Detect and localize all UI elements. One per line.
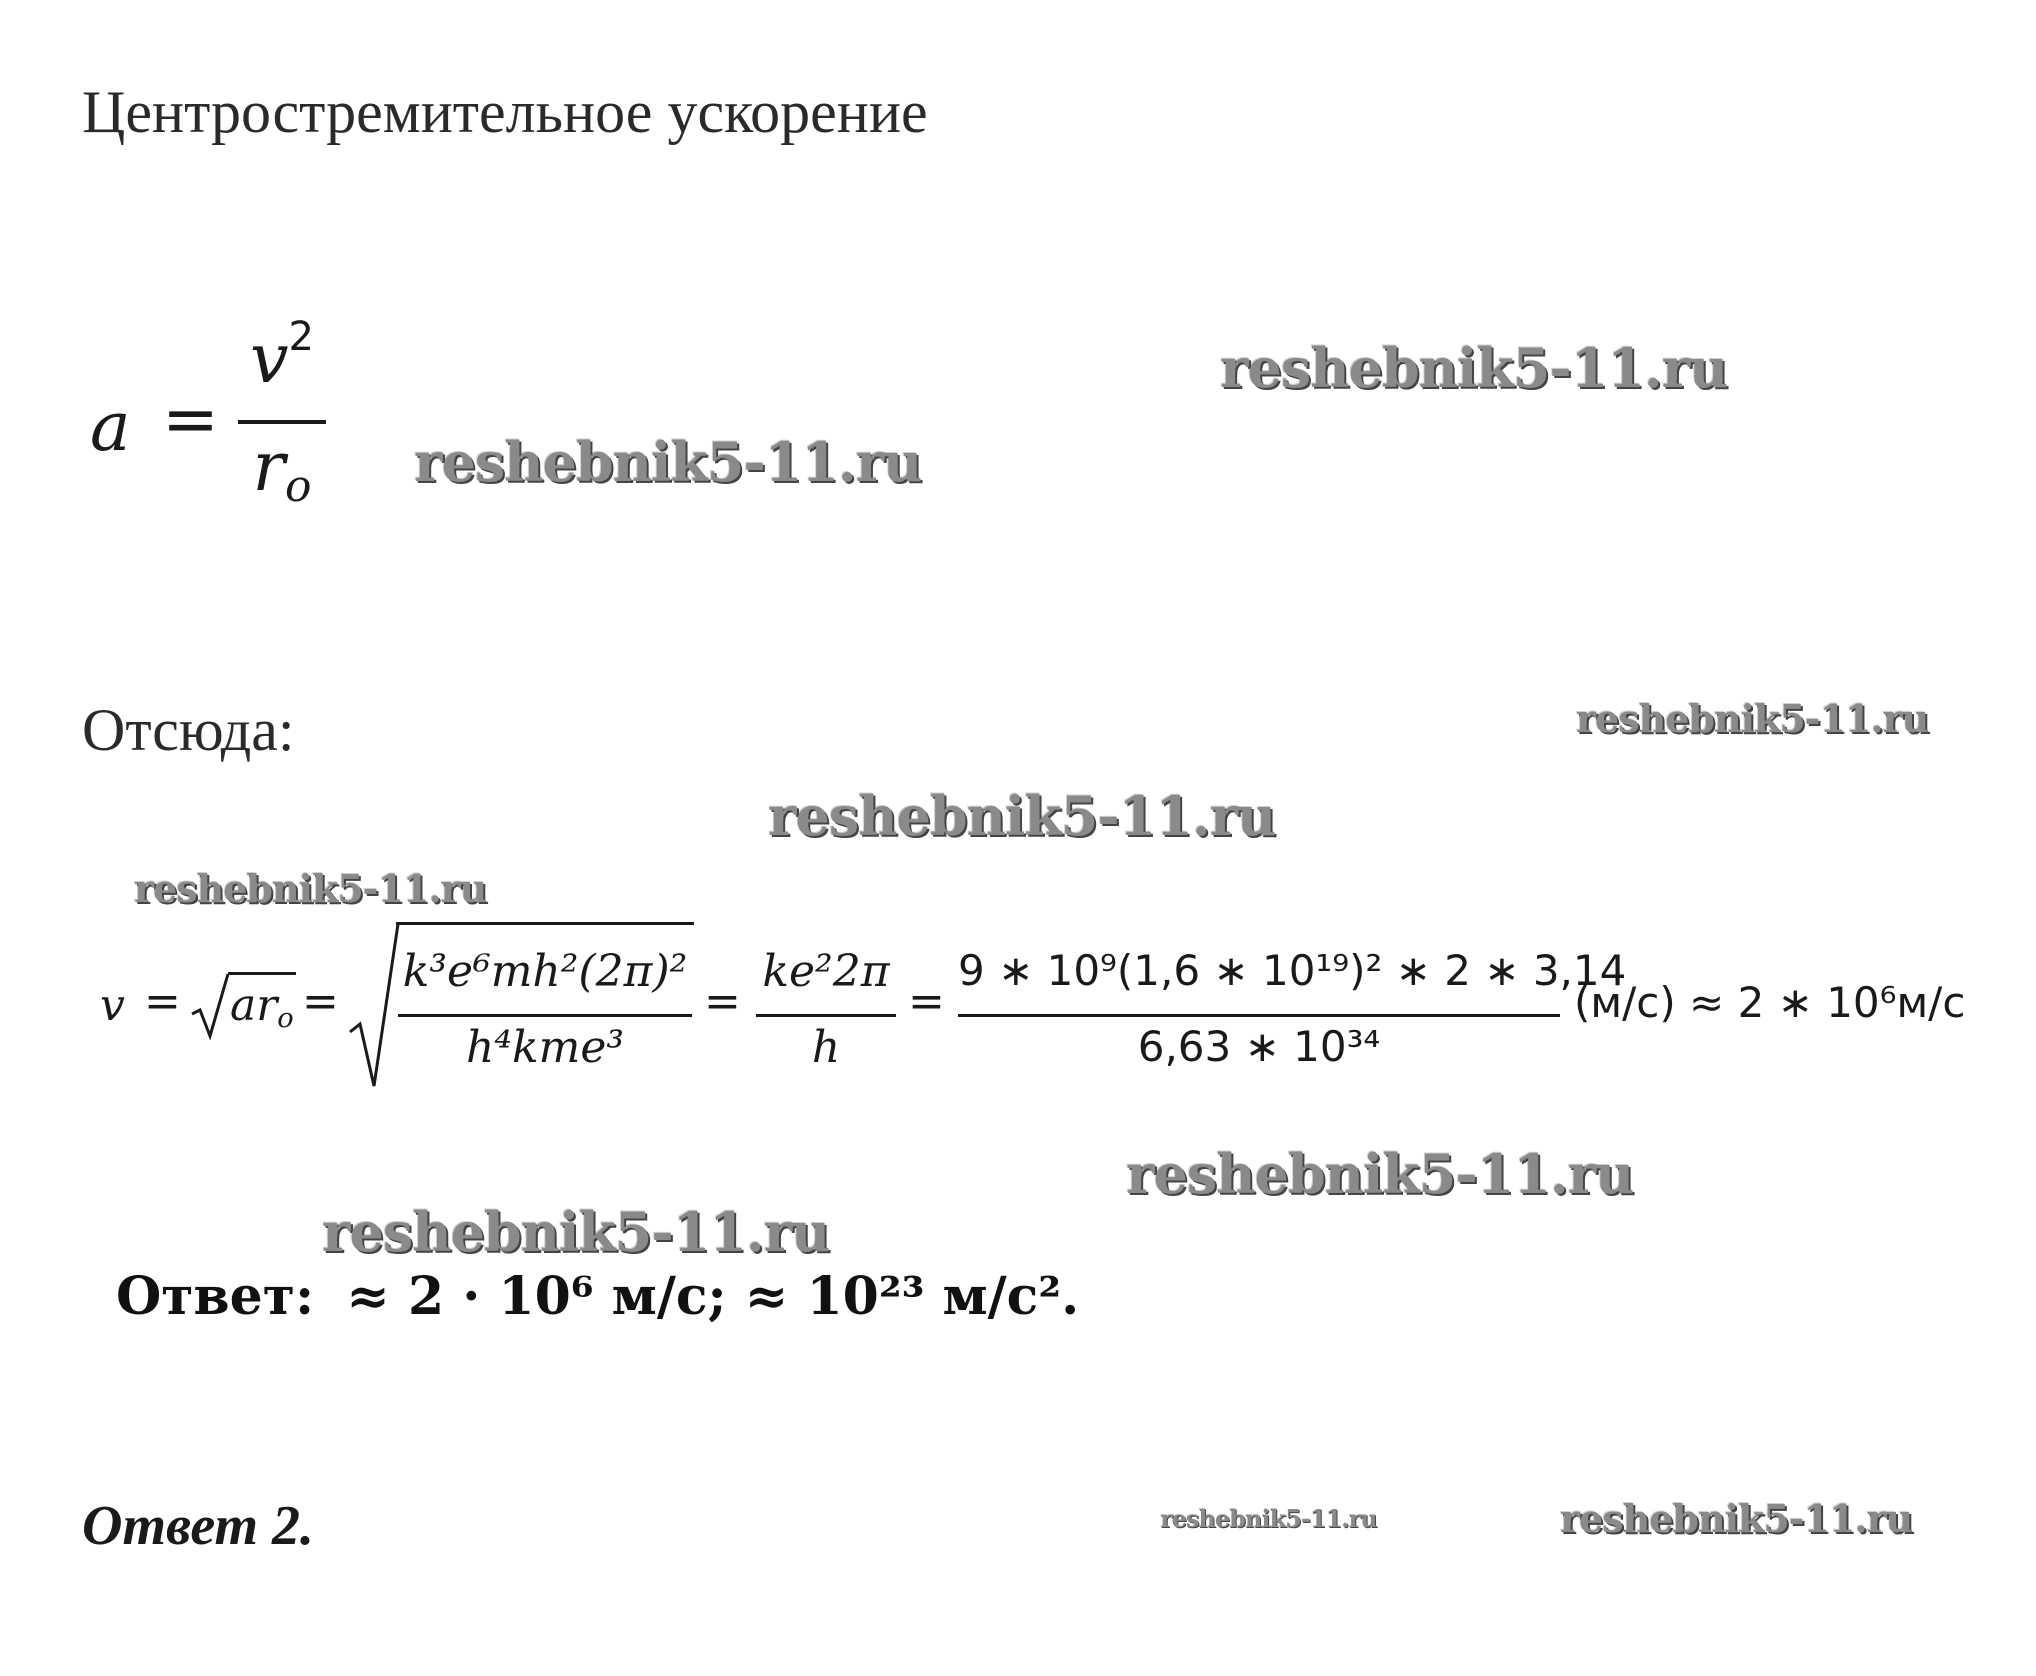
formula-a-lhs: a (90, 388, 131, 467)
final-answer: Ответ 2. (82, 1495, 315, 1557)
sqrt-arg-sub: o (277, 1002, 294, 1034)
formula-a-num-exp: 2 (288, 314, 314, 360)
answer-line (116, 1266, 1079, 1327)
watermark-7: reshebnik5-11.ru (322, 1200, 830, 1264)
formula-v-mid-num: ke²2π (762, 946, 890, 997)
heading-centripetal: Центростремительное ускорение (82, 79, 928, 145)
sqrt-arg-a: a (230, 980, 257, 1031)
sqrt-symbol-large (348, 920, 400, 1090)
watermark-1: reshebnik5-11.ru (1220, 336, 1728, 400)
formula-velocity (100, 920, 1990, 1100)
formula-a-eq: = (162, 380, 219, 459)
watermark-4: reshebnik5-11.ru (768, 784, 1276, 848)
formula-v-calc-num: 9 ∗ 10⁹(1,6 ∗ 10¹⁹)² ∗ 2 ∗ 3,14 (958, 946, 1627, 995)
formula-v-sqrt-arg (230, 980, 294, 1034)
formula-v-lhs: v (100, 980, 125, 1031)
formula-v-eq4: = (908, 976, 945, 1027)
formula-acceleration (90, 300, 350, 540)
watermark-8: reshebnik5-11.ru (1160, 1504, 1377, 1533)
watermark-9: reshebnik5-11.ru (1560, 1496, 1913, 1541)
formula-v-big-num: k³e⁶mh²(2π)² (402, 946, 688, 997)
sqrt-symbol-small (190, 970, 230, 1040)
sqrt-arg-r: r (256, 980, 278, 1031)
watermark-5: reshebnik5-11.ru (134, 866, 487, 911)
formula-v-eq1: = (144, 976, 181, 1027)
formula-v-eq2: = (302, 976, 339, 1027)
formula-a-num: v (250, 320, 289, 399)
formula-v-tail: (м/с) ≈ 2 ∗ 10⁶м/с (1574, 978, 1966, 1027)
formula-v-calc-den: 6,63 ∗ 10³⁴ (1137, 1022, 1381, 1071)
formula-v-big-den: h⁴kme³ (465, 1022, 625, 1073)
watermark-3: reshebnik5-11.ru (1576, 696, 1929, 741)
answer-text: ≈ 2 · 10⁶ м/с; ≈ 10²³ м/с². (346, 1266, 1080, 1327)
formula-v-mid-den: h (811, 1022, 841, 1073)
heading-hence: Отсюда: (82, 697, 295, 763)
watermark-2: reshebnik5-11.ru (414, 430, 922, 494)
watermark-6: reshebnik5-11.ru (1126, 1142, 1634, 1206)
formula-a-den-sub: o (285, 461, 312, 512)
answer-label: Ответ: (116, 1266, 315, 1327)
formula-v-eq3: = (704, 976, 741, 1027)
formula-a-den: r (252, 428, 285, 507)
